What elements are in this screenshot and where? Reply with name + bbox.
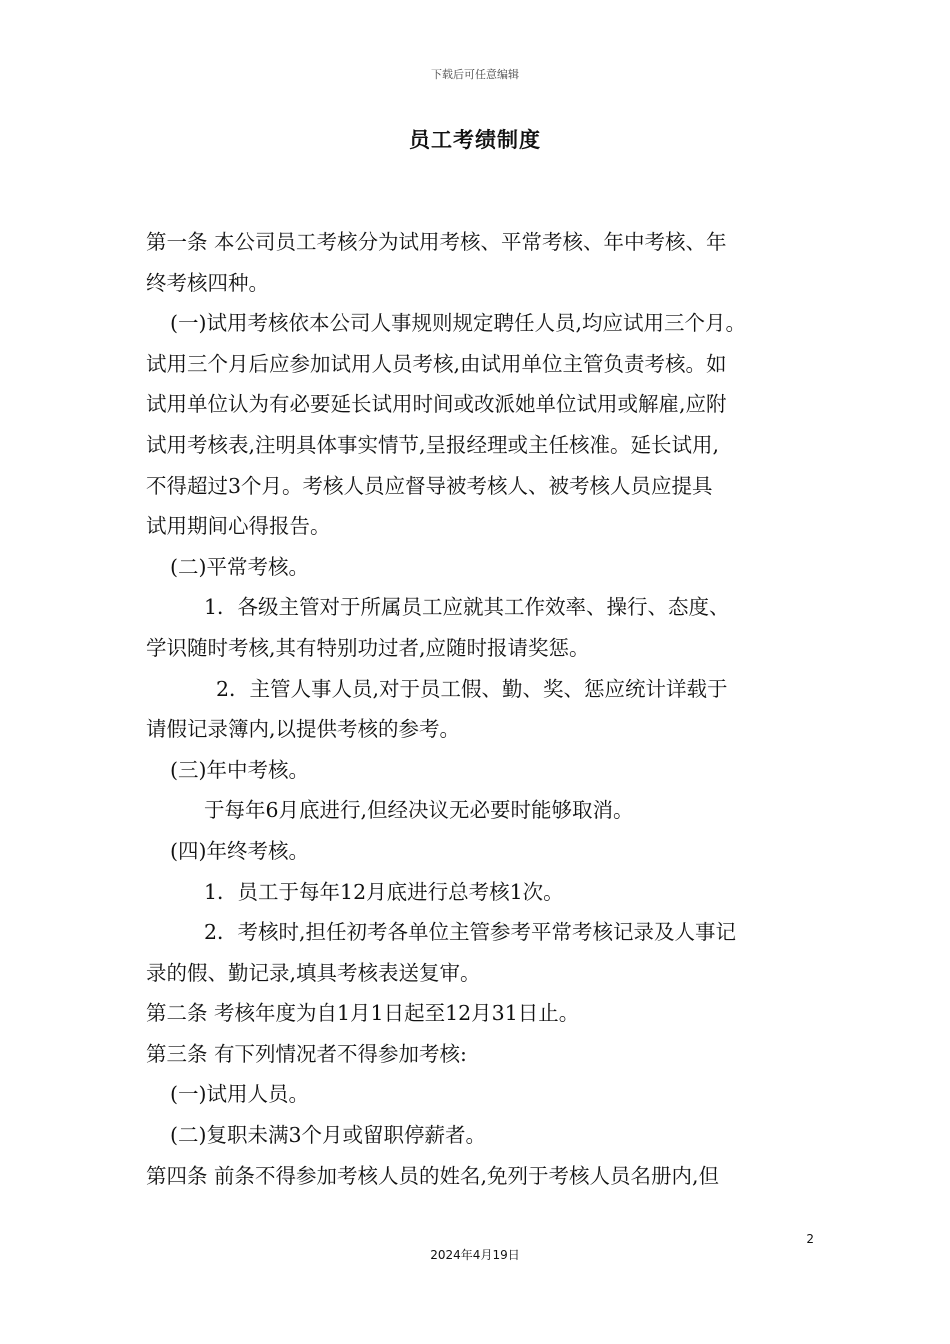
document-title: 员工考绩制度 bbox=[409, 128, 541, 152]
section-3-heading: (三)年中考核。 bbox=[170, 757, 309, 782]
section-1-line-4: 试用考核表,注明具体事实情节,呈报经理或主任核准。延长试用, bbox=[146, 432, 720, 457]
section-1-line-1: (一)试用考核依本公司人事规则规定聘任人员,均应试用三个月。 bbox=[170, 311, 747, 336]
section-1-line-6: 试用期间心得报告。 bbox=[146, 514, 331, 539]
section-2-heading: (二)平常考核。 bbox=[170, 554, 309, 579]
footer-date: 2024年4月19日 bbox=[430, 1248, 520, 1262]
article-3-item-2: (二)复职未满3个月或留职停薪者。 bbox=[170, 1123, 487, 1148]
section-2-item-2-line-1: 2．主管人事人员,对于员工假、勤、奖、惩应统计详载于 bbox=[216, 676, 728, 701]
section-2-item-1-line-2: 学识随时考核,其有特别功过者,应随时报请奖惩。 bbox=[146, 635, 590, 660]
section-2-item-2-line-2: 请假记录簿内,以提供考核的参考。 bbox=[146, 717, 461, 742]
article-3-item-1: (一)试用人员。 bbox=[170, 1082, 309, 1107]
section-1-line-3: 试用单位认为有必要延长试用时间或改派她单位试用或解雇,应附 bbox=[146, 392, 727, 417]
section-1-line-5: 不得超过3个月。考核人员应督导被考核人、被考核人员应提具 bbox=[146, 473, 713, 498]
section-3-body: 于每年6月底进行,但经决议无必要时能够取消。 bbox=[204, 798, 634, 823]
article-1-line-2: 终考核四种。 bbox=[146, 270, 269, 295]
section-4-item-2-line-2: 录的假、勤记录,填具考核表送复审。 bbox=[146, 960, 481, 985]
page-header: 下载后可任意编辑 bbox=[431, 68, 519, 81]
article-3: 第三条 有下列情况者不得参加考核: bbox=[146, 1041, 467, 1066]
section-4-item-2-line-1: 2．考核时,担任初考各单位主管参考平常考核记录及人事记 bbox=[204, 920, 737, 945]
document-body bbox=[146, 222, 810, 1196]
section-2-item-1-line-1: 1．各级主管对于所属员工应就其工作效率、操行、态度、 bbox=[204, 595, 730, 620]
article-1-line-1: 第一条 本公司员工考核分为试用考核、平常考核、年中考核、年 bbox=[146, 230, 727, 254]
article-2: 第二条 考核年度为自1月1日起至12月31日止。 bbox=[146, 1001, 580, 1026]
page-number: 2 bbox=[806, 1232, 814, 1246]
article-4-line-1: 第四条 前条不得参加考核人员的姓名,免列于考核人员名册内,但 bbox=[146, 1163, 720, 1188]
section-1-line-2: 试用三个月后应参加试用人员考核,由试用单位主管负责考核。如 bbox=[146, 351, 727, 376]
section-4-heading: (四)年终考核。 bbox=[170, 838, 309, 863]
section-4-item-1: 1．员工于每年12月底进行总考核1次。 bbox=[204, 879, 564, 904]
